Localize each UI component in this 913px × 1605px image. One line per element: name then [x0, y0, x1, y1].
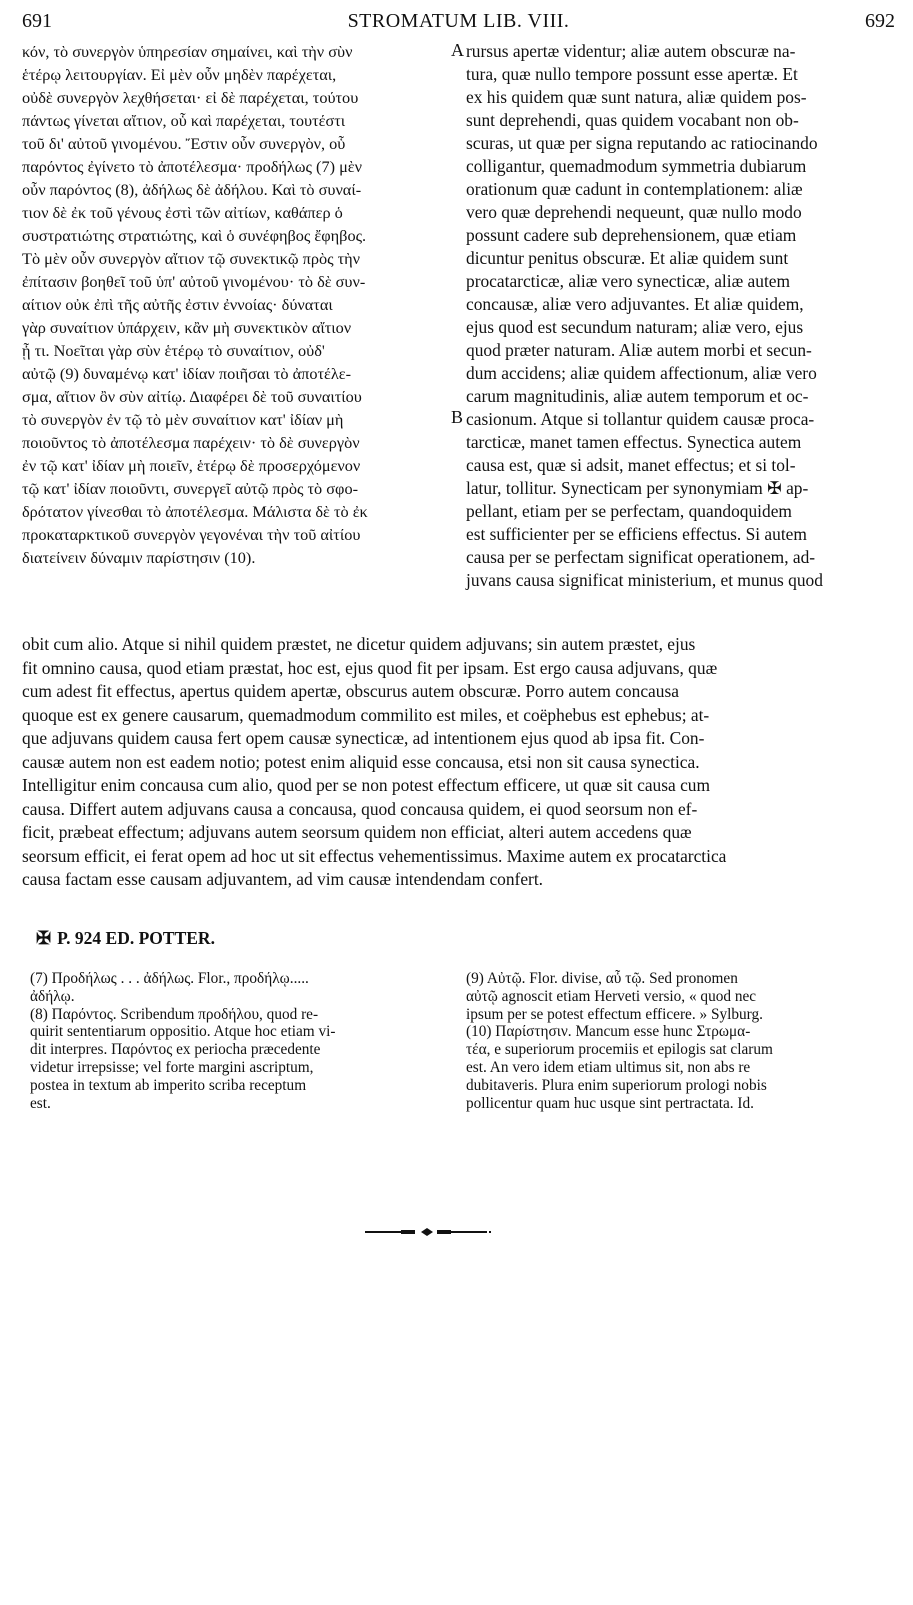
page-number-right: 692 [865, 10, 895, 32]
maltese-cross-icon: ✠ [36, 928, 52, 948]
page-number-left: 691 [22, 10, 52, 32]
latin-full-width-text: obit cum alio. Atque si nihil quidem præstet, ne dicetur quidem adjuvans; sin autem præstet, ejus fit omnino causa, quod etiam præstat, hoc est, ejus quod fit per ipsam. Est ergo causa adjuvans, quæ cum adest fit effectus, apertus quidem apertæ, obscurus autem obscuræ. Porro autem concausa quoque est ex genere causarum, quemadmodum commilito est miles, et coëphebus est ephebus; at- que adjuvans quidem causa fert opem causæ synecticæ, ad intentionem ejus quod ab ipsa fit. Con- causæ autem non est eadem notio; potest enim aliquid esse concausa, etsi non sit causa synectica. Intelligitur enim concausa cum alio, quod per se non potest effectum efficere, ut quæ sit causa cum causa. Differt autem adjuvans causa a concausa, quod concausa quidem, ei quod seorsum non ef- ficit, præbeat effectum; adjuvans autem seorsum quidem non efficiat, alteri autem accedens quæ seorsum efficit, ei ferat opem ad hoc ut sit effectus vehementissimus. Maxime autem ex procatarctica causa factam esse causam adjuvantem, ad vim causæ intendendam confert. [22, 634, 727, 889]
latin-text-column: rursus apertæ videntur; aliæ autem obscuræ na- tura, quæ nullo tempore possunt esse apertæ. Et ex his quidem quæ sunt natura, aliæ quidem pos- sunt deprehendi, quas quidem vocabant non ob- scuras, ut quæ per signa reputando ac ratiocinando colligantur, quemadmodum symmetria dubiarum orationum quæ cadunt in contemplationem: aliæ vero quæ deprehendi nequeunt, quæ nullo modo possunt cadere sub deprehensionem, quæ etiam dicuntur penitus obscuræ. Et aliæ quidem sunt procatarcticæ, aliæ vero synecticæ, aliæ autem concausæ, aliæ vero adjuvantes. Et aliæ quidem, ejus quod est secundum naturam; aliæ vero, ejus quod præter naturam. Aliæ autem morbi et secun- dum accidens; aliæ quidem affectionum, aliæ vero carum magnitudinis, aliæ autem temporum et oc- casionum. Atque si tollantur quidem causæ proca- tarcticæ, manet tamen effectus. Synectica autem causa est, quæ si adsit, manet effectus; et si tol- latur, tollitur. Synecticam per synonymiam ✠ ap- pellant, etiam per se perfectam, quandoquidem est sufficienter per se efficiens effectus. Si autem causa per se perfectam significat operationem, ad- juvans causa significat ministerium, et munus quod [466, 41, 823, 590]
footnotes-left: (7) Προδήλως . . . ἀδήλως. Flor., προδήλῳ..... ἀδήλῳ. (8) Παρόντος. Scribendum προδήλου, quod re- quirit sententiarum oppositio. Atque hoc etiam vi- dit interpres. Παρόντος ex periocha præcedente videtur irrepsisse; vel forte margini ascriptum, postea in textum ab imperito scriba receptum est. [30, 970, 336, 1112]
potter-reference-text: P. 924 ED. POTTER. [57, 928, 215, 948]
potter-edition-reference [36, 928, 215, 949]
end-ornament [365, 1228, 495, 1236]
footnotes-right: (9) Αὐτῷ. Flor. divise, αὖ τῷ. Sed pronomen αὐτῷ agnoscit etiam Herveti versio, « quod nec ipsum per se potest effectum efficere. » Sylburg. (10) Παρίστησιν. Mancum esse hunc Στρωμα- τέα, e superiorum procemiis et epilogis sat clarum est. An vero idem etiam ultimus sit, non abs re dubitaveris. Plura enim superiorum prologi nobis pollicentur quam huc usque sint pertractata. Id. [466, 970, 773, 1112]
running-header [22, 10, 895, 36]
margin-letter-a: A [451, 40, 464, 60]
margin-letter-b: B [451, 407, 464, 427]
greek-text-column: κόν, τὸ συνεργὸν ὑπηρεσίαν σημαίνει, καὶ τὴν σὺν ἑτέρῳ λειτουργίαν. Εἰ μὲν οὖν μηδὲν παρέχεται, οὐδὲ συνεργὸν λεχθήσεται· εἰ δὲ παρέχεται, τούτου πάντως γίνεται αἴτιον, οὗ καὶ παρέχεται, τουτέστι τοῦ δι' αὐτοῦ γινομένου. Ἔστιν οὖν συνεργὸν, οὗ παρόντος ἐγίνετο τὸ ἀποτέλεσμα· προδήλως (7) μὲν οὖν παρόντος (8), ἀδήλως δὲ ἀδήλου. Καὶ τὸ συναί- τιον δὲ ἐκ τοῦ γένους ἐστὶ τῶν αἰτίων, καθάπερ ὁ συστρατιώτης στρατιώτης, καὶ ὁ συνέφηβος ἔφηβος. Τὸ μὲν οὖν συνεργὸν αἴτιον τῷ συνεκτικῷ πρὸς τὴν ἐπίτασιν βοηθεῖ τοῦ ὑπ' αὐτοῦ γινομένου· τὸ δὲ συν- αίτιον οὐκ ἐπὶ τῆς αὐτῆς ἐστιν ἐννοίας· δύναται γὰρ συναίτιον ὑπάρχειν, κἂν μὴ συνεκτικὸν αἴτιον ᾖ τι. Νοεῖται γὰρ σὺν ἑτέρῳ τὸ συναίτιον, οὐδ' αὐτῷ (9) δυναμένῳ κατ' ἰδίαν ποιῆσαι τὸ ἀποτέλε- σμα, αἴτιον ὂν σὺν αἰτίῳ. Διαφέρει δὲ τοῦ συναιτίου τὸ συνεργὸν ἐν τῷ τὸ μὲν συναίτιον κατ' ἰδίαν μὴ ποιοῦντος τὸ ἀποτέλεσμα παρέχειν· τὸ δὲ συνεργὸν ἐν τῷ κατ' ἰδίαν μὴ ποιεῖν, ἑτέρῳ δὲ προσερχόμενον τῷ κατ' ἰδίαν ποιοῦντι, συνεργεῖ αὐτῷ πρὸς τὸ σφο- δρότατον γίνεσθαι τὸ ἀποτέλεσμα. Μάλιστα δὲ τὸ ἐκ προκαταρκτικοῦ συνεργὸν γεγονέναι τὴν τοῦ αἰτίου διατείνειν δύναμιν παρίστησιν (10). [22, 42, 368, 567]
running-title: STROMATUM LIB. VIII. [347, 10, 570, 32]
